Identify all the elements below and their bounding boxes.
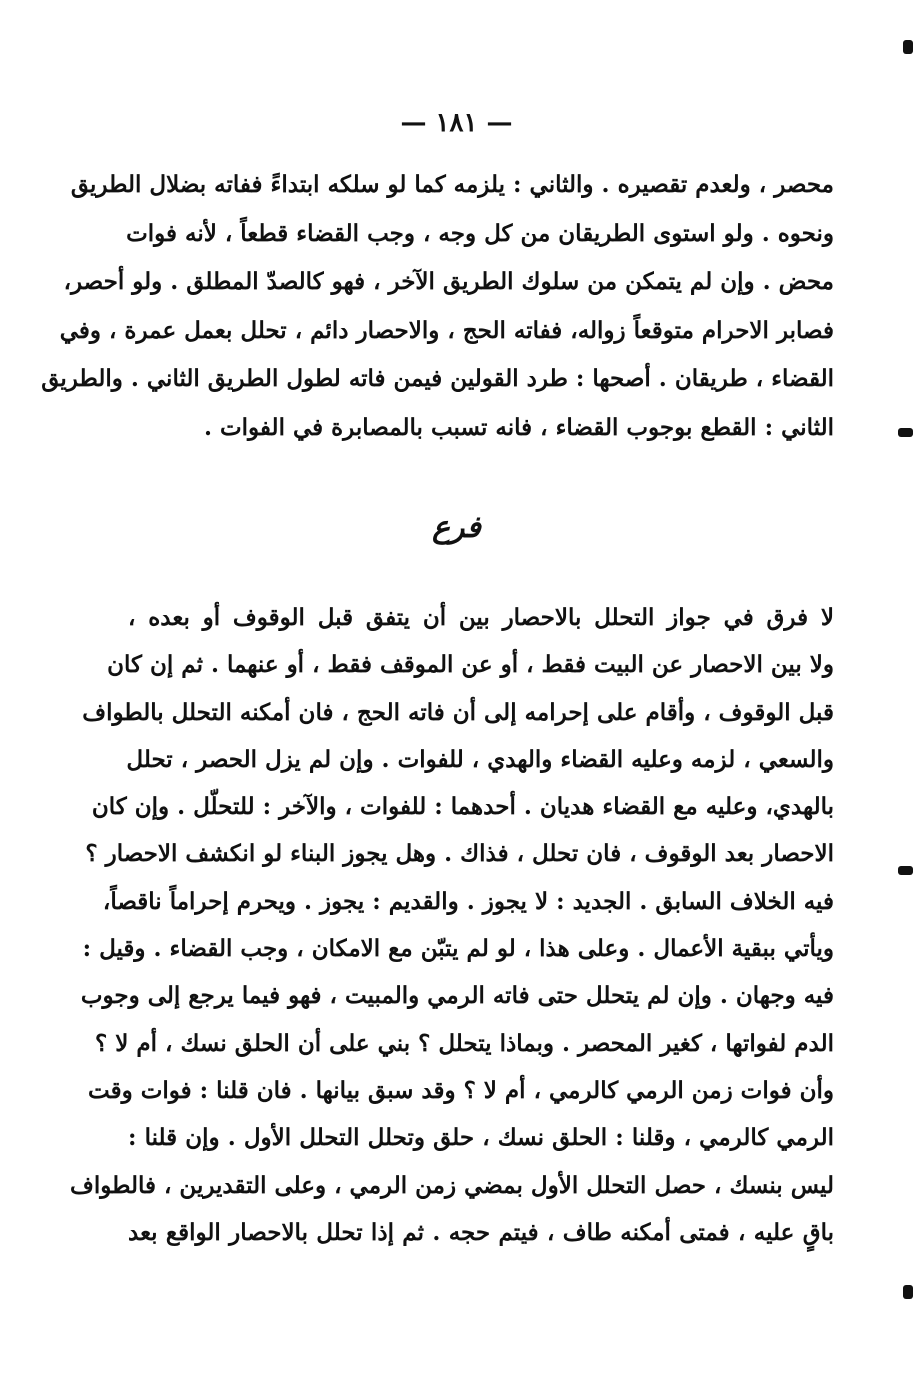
binding-mark bbox=[898, 428, 913, 437]
text-line: ولا بين الاحصار عن البيت فقط ، أو عن الموقف فقط ، أو عنهما . ثم إن كان bbox=[107, 651, 834, 679]
text-line: محصر ، ولعدم تقصيره . والثاني : يلزمه كما لو سلكه ابتداءً ففاته بضلال الطريق bbox=[70, 171, 834, 198]
text-line: فيه وجهان . وإن لم يتحلل حتى فاته الرمي والمبيت ، فهو فيما يرجع إلى وجوب bbox=[80, 982, 834, 1010]
paragraph-1 bbox=[41, 161, 834, 452]
text-line: بالهدي، وعليه مع القضاء هديان . أحدهما : للفوات ، والآخر : للتحلّل . وإن كان bbox=[91, 793, 834, 821]
section-heading: فرع bbox=[432, 510, 481, 545]
paragraph-2 bbox=[70, 594, 834, 1256]
text-line: فصابر الاحرام متوقعاً زواله، ففاته الحج ، والاحصار دائم ، تحلل بعمل عمرة ، وفي bbox=[59, 316, 834, 344]
text-line: الثاني : القطع بوجوب القضاء ، فانه تسبب بالمصابرة في الفوات . bbox=[203, 413, 834, 441]
text-line: قبل الوقوف ، وأقام على إحرامه إلى أن فاته الحج ، فان أمكنه التحلل بالطواف bbox=[82, 698, 834, 726]
text-line: الدم لفواتها ، كغير المحصر . وبماذا يتحلل ؟ بني على أن الحلق نسك ، أم لا ؟ bbox=[95, 1029, 834, 1057]
text-line: وأن فوات زمن الرمي كالرمي ، أم لا ؟ وقد سبق بيانها . فان قلنا : فوات وقت bbox=[88, 1076, 834, 1104]
text-line: محض . وإن لم يتمكن من سلوك الطريق الآخر ، فهو كالصدّ المطلق . ولو أحصر، bbox=[63, 268, 834, 295]
binding-mark bbox=[903, 40, 913, 54]
text-line: الرمي كالرمي ، وقلنا : الحلق نسك ، حلق وتحلل التحلل الأول . وإن قلنا : bbox=[128, 1124, 834, 1152]
page-number: — ١٨١ — bbox=[400, 108, 513, 138]
binding-mark bbox=[903, 1285, 913, 1299]
text-line: باقٍ عليه ، فمتى أمكنه طاف ، فيتم حجه . ثم إذا تحلل بالاحصار الواقع بعد bbox=[128, 1218, 834, 1246]
text-line: الاحصار بعد الوقوف ، فان تحلل ، فذاك . وهل يجوز البناء لو انكشف الاحصار ؟ bbox=[85, 840, 834, 868]
binding-mark bbox=[898, 866, 913, 875]
text-line: القضاء ، طريقان . أصحها : طرد القولين فيمن فاته لطول الطريق الثاني . والطريق bbox=[41, 365, 834, 392]
text-line: ويأتي ببقية الأعمال . وعلى هذا ، لو لم يتبّن مع الامكان ، وجب القضاء . وقيل : bbox=[82, 935, 834, 963]
text-line: ليس بنسك ، حصل التحلل الأول بمضي زمن الرمي ، وعلى التقديرين ، فالطواف bbox=[70, 1171, 834, 1199]
text-line: والسعي ، لزمه وعليه القضاء والهدي ، للفوات . وإن لم يزل الحصر ، تحلل bbox=[126, 745, 834, 773]
text-line: لا فرق في جواز التحلل بالاحصار بين أن يتفق قبل الوقوف أو بعده ، bbox=[128, 604, 834, 631]
text-line: ونحوه . ولو استوى الطريقان من كل وجه ، وجب القضاء قطعاً ، لأنه فوات bbox=[126, 219, 834, 247]
text-line: فيه الخلاف السابق . الجديد : لا يجوز . والقديم : يجوز . ويحرم إحراماً ناقصاً، bbox=[102, 887, 834, 915]
